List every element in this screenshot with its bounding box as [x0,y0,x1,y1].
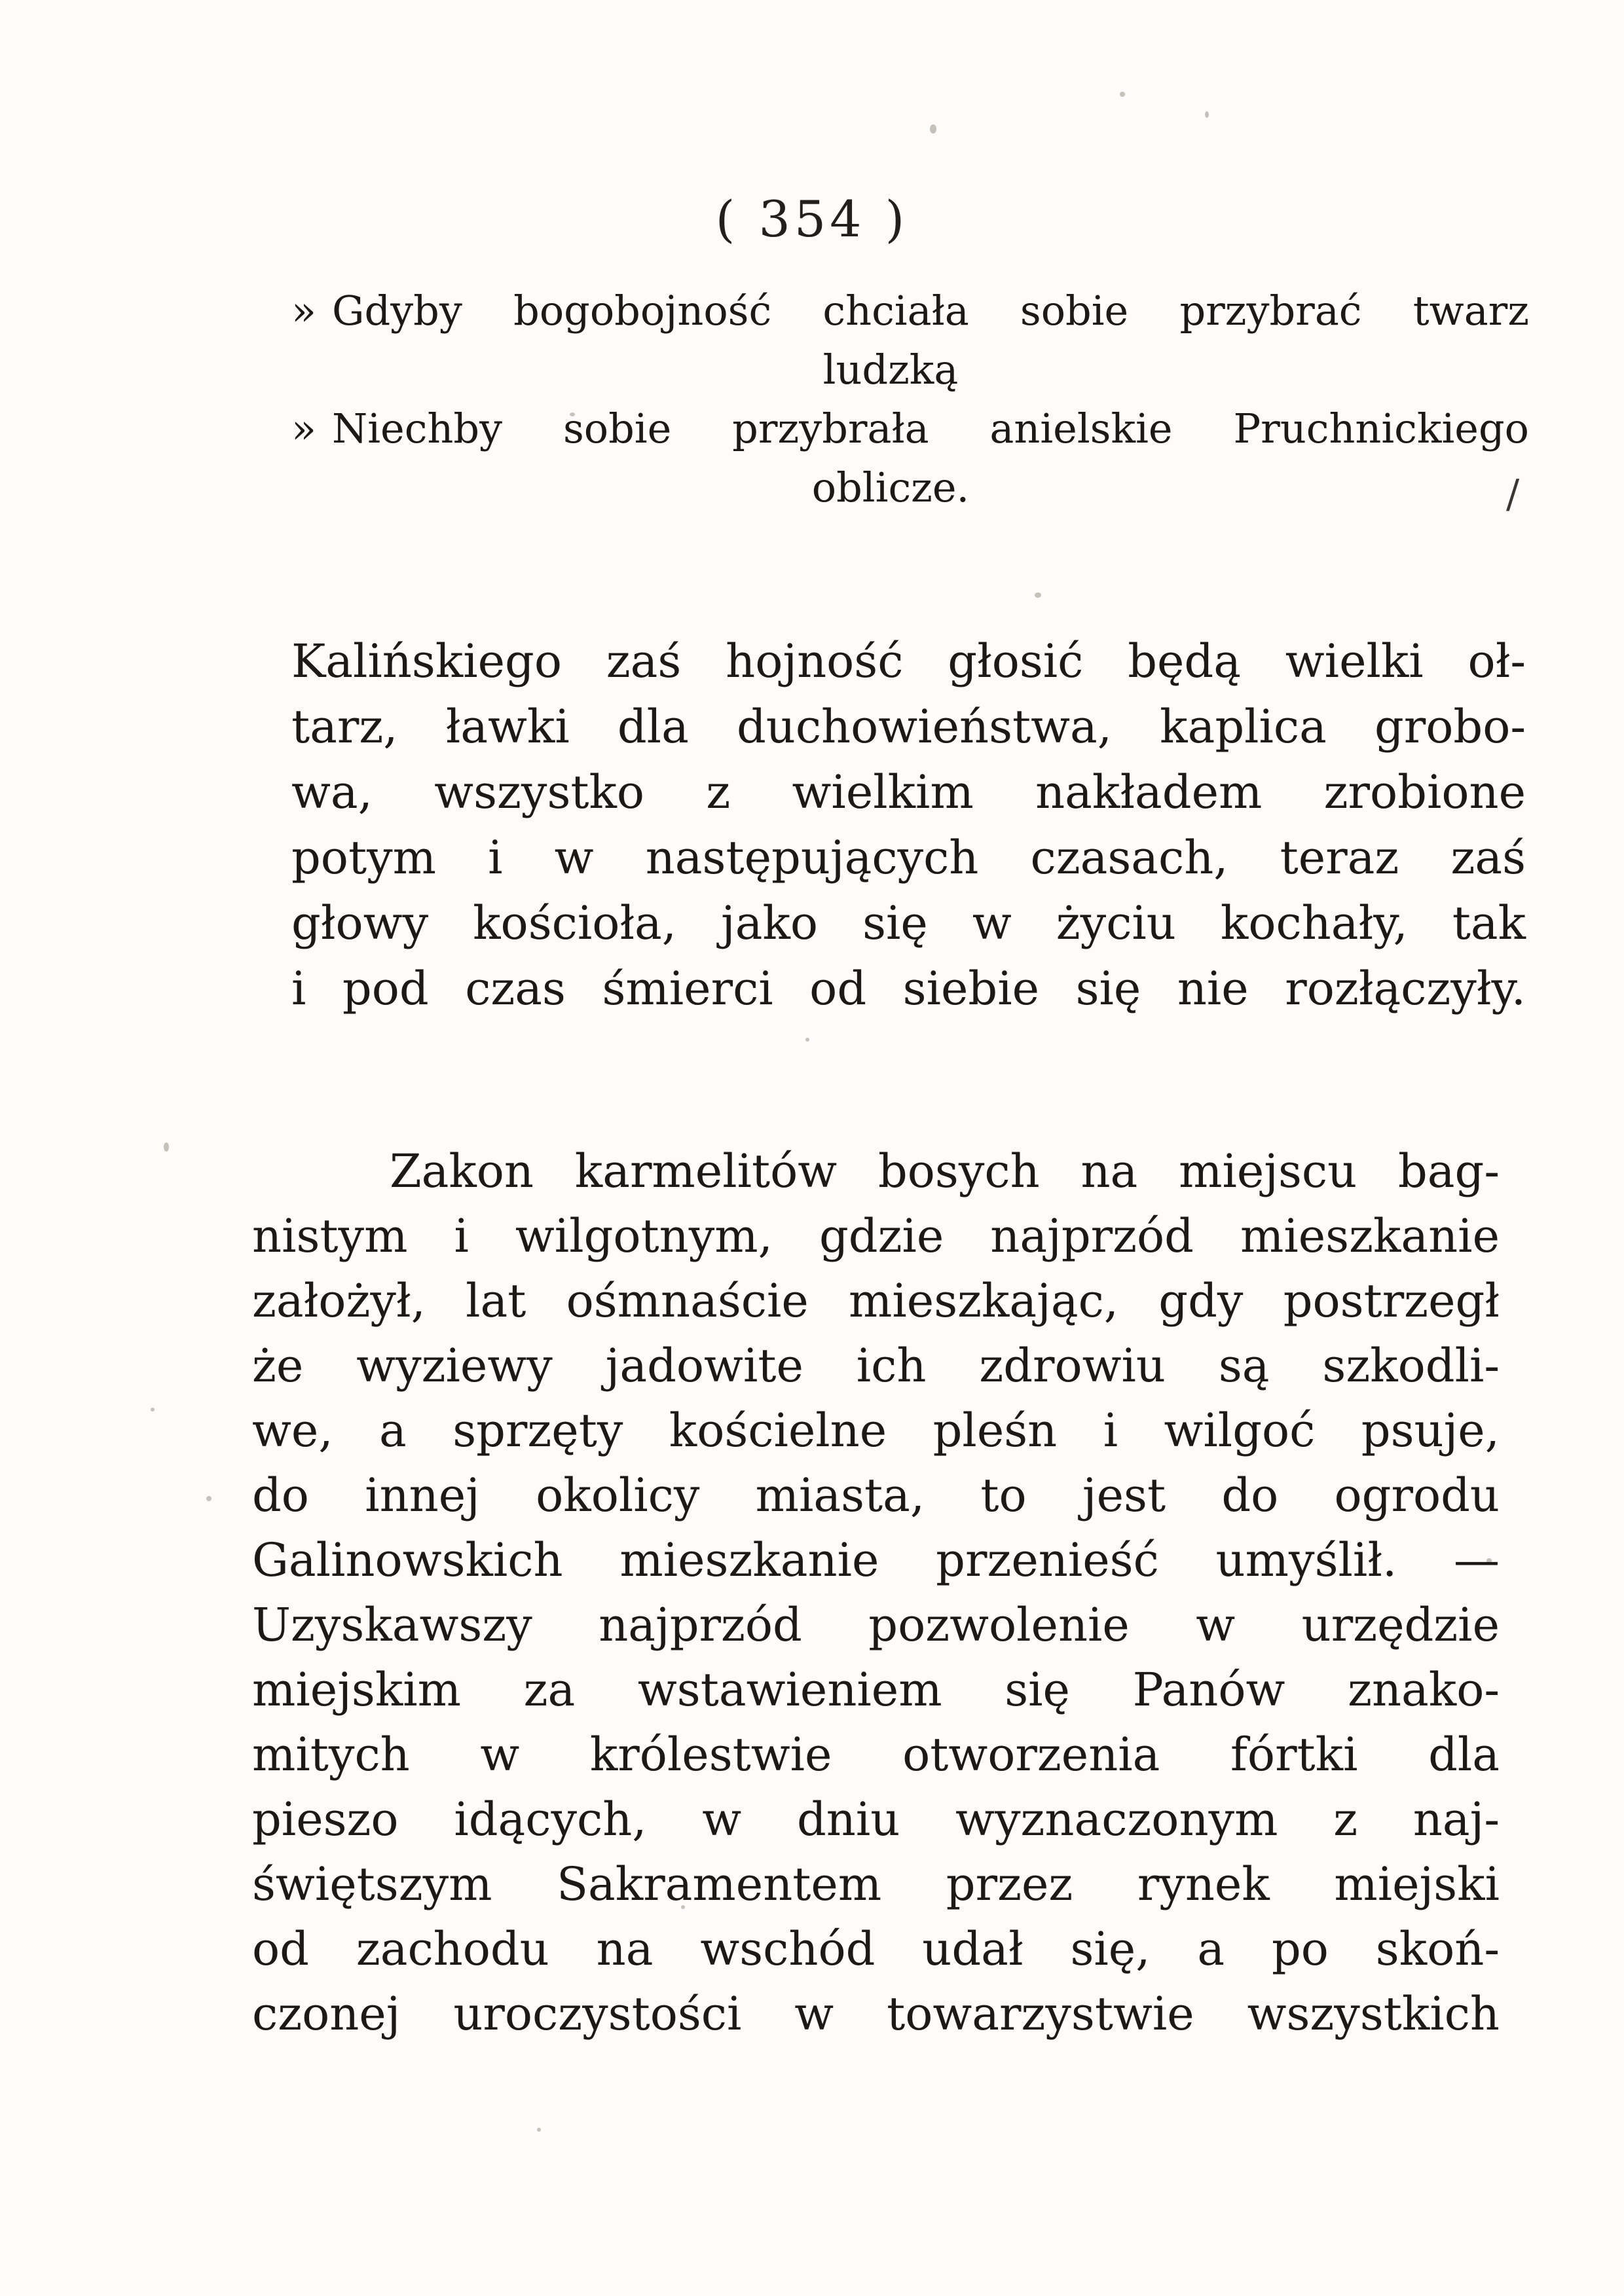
text-line: nistym i wilgotnym, gdzie najprzód mieszkanie [252,1209,1500,1263]
text-line: że wyziewy jadowite ich zdrowiu są szkodli- [252,1339,1500,1393]
text-line: Galinowskich mieszkanie przenieść umyślił. — [252,1533,1500,1587]
text-line: miejskim za wstawieniem się Panów znako- [252,1663,1500,1717]
text-line: do innej okolicy miasta, to jest do ogrodu [252,1468,1500,1522]
text-line: mitych w królestwie otworzenia fórtki dla [252,1728,1500,1781]
margin-mark: / [1506,471,1520,517]
quote-marker: » [291,405,316,452]
paper-speck [1205,111,1209,118]
paragraph-kalinski [291,629,1526,1021]
text-line: wa, wszystko z wielkim nakładem zrobione [291,765,1526,819]
paper-speck [930,124,936,134]
paper-speck [151,1408,155,1412]
text-line: pieszo idących, w dniu wyznaczonym z naj- [252,1793,1500,1846]
paper-speck [805,1038,809,1042]
paper-speck [206,1496,212,1501]
text-line: założył, lat ośmnaście mieszkając, gdy postrzegł [252,1274,1500,1328]
paper-speck [1120,92,1125,97]
quote-line [291,282,1529,340]
text-line: świętszym Sakramentem przez rynek miejski [252,1857,1500,1911]
text-line: Kalińskiego zaś hojność głosić będą wielki oł- [291,634,1526,688]
text-line: Uzyskawszy najprzód pozwolenie w urzędzie [252,1598,1500,1652]
text-line: we, a sprzęty kościelne pleśn i wilgoć psuje, [252,1404,1500,1457]
quote-line-text: Gdyby bogobojność chciała sobie przybrać twarz [331,287,1529,335]
quote-marker: » [291,287,316,335]
verse-quotation [291,282,1529,517]
quote-line [291,399,1529,458]
page-number: ( 354 ) [715,190,909,248]
paper-speck [537,2128,541,2132]
text-line: i pod czas śmierci od siebie się nie rozłączyły. [291,962,1526,1015]
text-line: Zakon karmelitów bosych na miejscu bag- [390,1144,1500,1198]
quote-line-continuation: oblicze. [811,464,970,511]
text-line: potym i w następujących czasach, teraz zaś [291,831,1526,884]
text-line: od zachodu na wschód udał się, a po skoń- [252,1922,1500,1976]
text-line: głowy kościoła, jako się w życiu kochały, tak [291,896,1526,950]
text-line: czonej uroczystości w towarzystwie wszystkich [252,1987,1500,2041]
paper-speck [1035,592,1041,598]
paragraph-karmelici [252,1139,1500,2047]
paper-speck [164,1142,169,1152]
quote-line-continuation: ludzką [822,346,959,393]
quote-line-text: Niechby sobie przybrała anielskie Pruchnickiego [331,405,1529,452]
text-line: tarz, ławki dla duchowieństwa, kaplica grobo- [291,700,1526,754]
